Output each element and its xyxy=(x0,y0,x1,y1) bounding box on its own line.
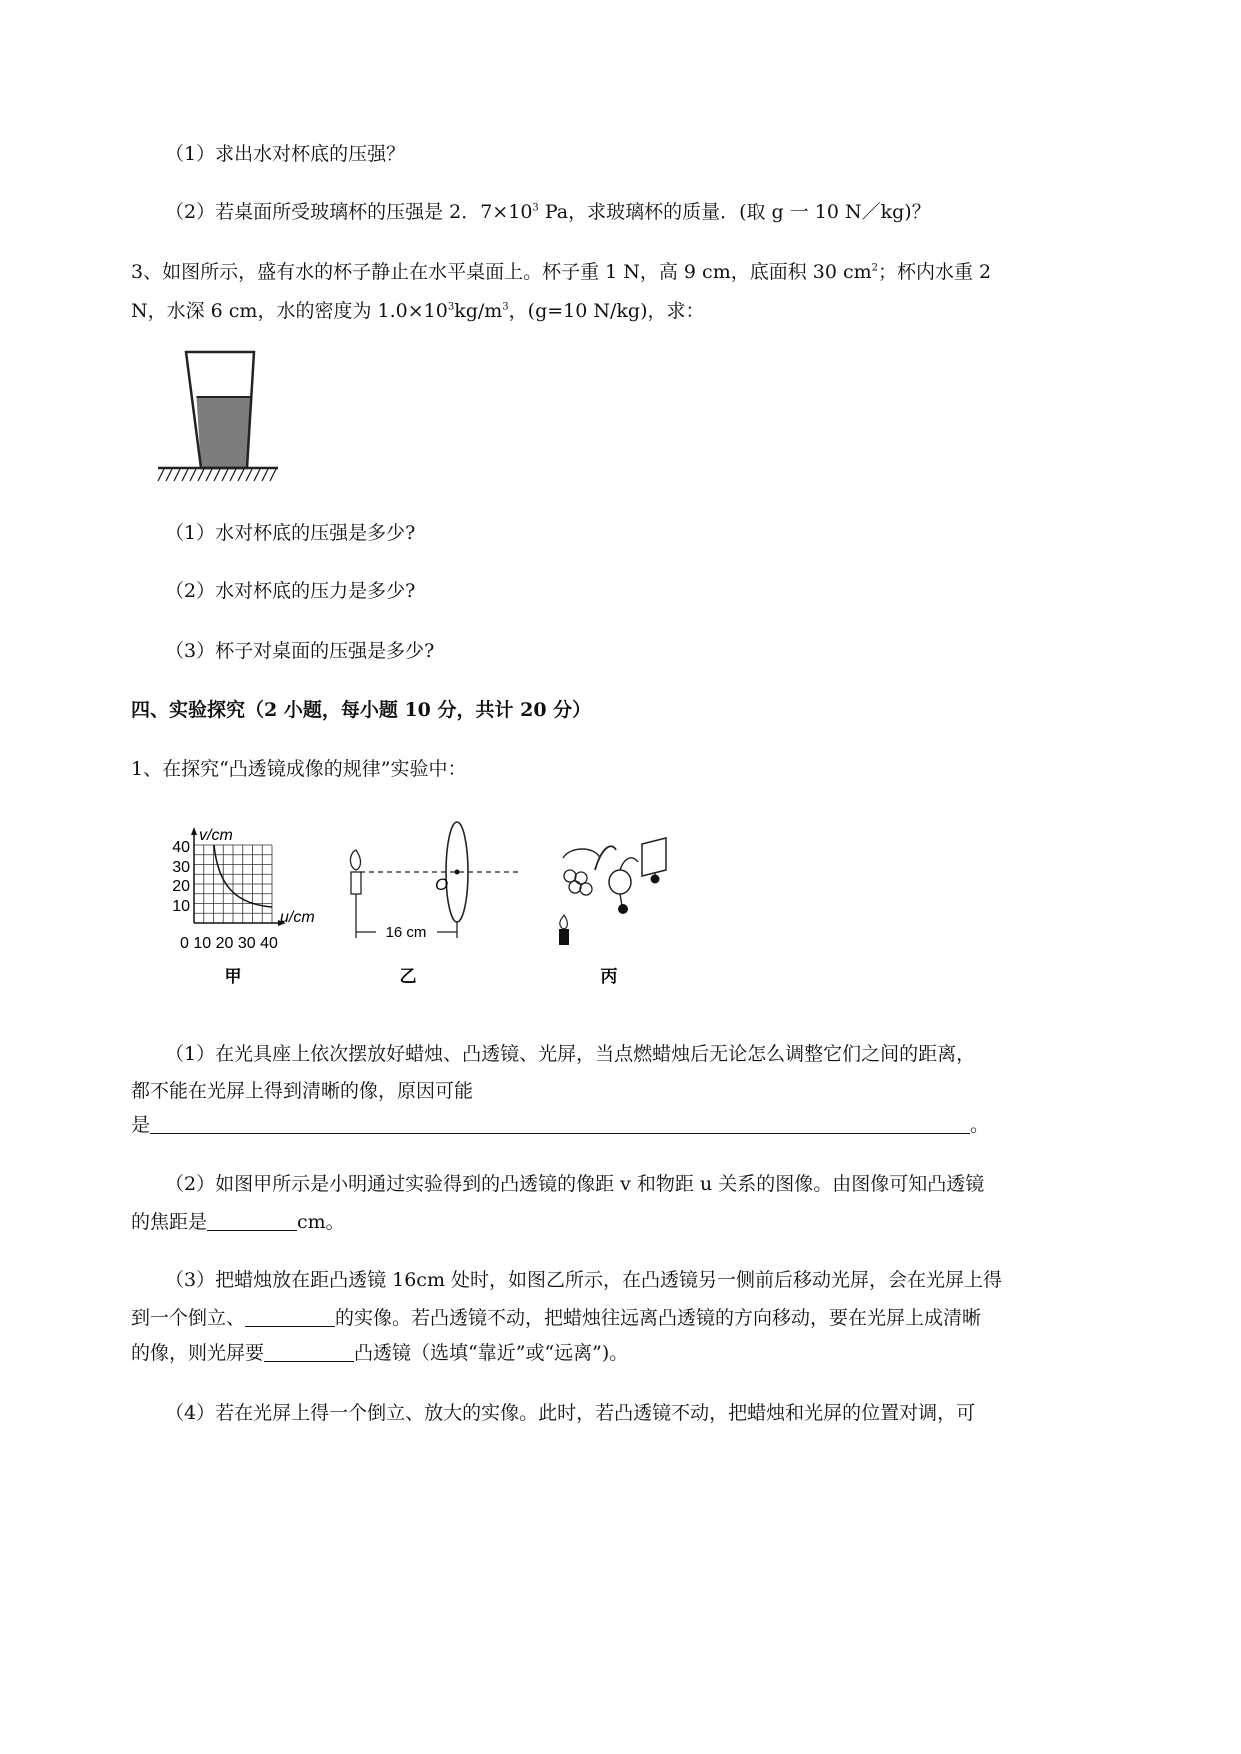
water-fill xyxy=(197,397,253,468)
graph-ytick: 10 xyxy=(172,898,190,915)
table-hatching xyxy=(158,469,276,481)
question-3-line-3: 的像，则光屏要 凸透镜（选填“靠近”或“远离”)。 xyxy=(131,1342,629,1364)
answer-blank-1[interactable] xyxy=(150,1113,970,1134)
question-3-line-2: 到一个倒立、 的实像。若凸透镜不动，把蜡烛往远离凸透镜的方向移动，要在光屏上成清晰 xyxy=(131,1307,982,1329)
graph-ytick: 30 xyxy=(172,859,190,876)
figure-yi-caption: 乙 xyxy=(399,967,417,986)
lens-experiment-figure xyxy=(150,810,740,995)
graph-grid xyxy=(194,845,272,923)
figure-bing-caption: 丙 xyxy=(600,967,618,986)
graph-jia xyxy=(172,827,314,986)
graph-xticks: 0 10 20 30 40 xyxy=(180,935,278,952)
apparatus-candle xyxy=(559,929,569,945)
question-4-line-1: （4）若在光屏上得一个倒立、放大的实像。此时，若凸透镜不动，把蜡烛和光屏的位置对调，可 xyxy=(165,1402,976,1424)
section-4-heading: 四、实验探究（2 小题，每小题 10 分，共计 20 分） xyxy=(131,699,592,721)
question-2-line-1: （2）如图甲所示是小明通过实验得到的凸透镜的像距 v 和物距 u 关系的图像。由图像可知凸透镜 xyxy=(165,1173,985,1195)
water-cup-figure xyxy=(150,350,285,486)
problem-3-question-2: （2）水对杯底的压力是多少? xyxy=(165,580,416,602)
figure-yi xyxy=(350,822,518,986)
graph-caption: 甲 xyxy=(224,967,242,986)
question-2-line-2: 的焦距是 cm。 xyxy=(131,1211,345,1233)
problem-1-intro: 1、在探究“凸透镜成像的规律”实验中： xyxy=(131,758,467,780)
apparatus-lens xyxy=(609,870,631,894)
problem-3-question-1: （1）水对杯底的压强是多少? xyxy=(165,522,416,544)
problem-3-line-1: 3、如图所示，盛有水的杯子静止在水平桌面上。杯子重 1 N，高 9 cm，底面积 30 $cm^2$；杯内水重 2 xyxy=(131,261,992,283)
graph-ytick: 20 xyxy=(172,878,190,895)
question-3-line-1: （3）把蜡烛放在距凸透镜 16cm 处时，如图乙所示，在凸透镜另一侧前后移动光屏，会在光屏上得 xyxy=(165,1269,1003,1291)
answer-blank-3[interactable] xyxy=(245,1306,335,1327)
question-1-line-3: 是 。 xyxy=(131,1114,990,1136)
distance-label: 16 cm xyxy=(385,924,427,941)
apparatus-candle-flame xyxy=(560,915,568,929)
graph-xlabel: u/cm xyxy=(280,909,315,926)
candle-body xyxy=(351,872,361,894)
figure-bing xyxy=(559,838,666,986)
problem-3-line-2: N，水深 6 cm，水的密度为 $1.0\times 10^3kg/m^3$，(g=10 N/kg)，求： xyxy=(131,300,705,322)
lens-center-dot xyxy=(455,870,460,875)
prev-question-2: （2）若桌面所受玻璃杯的压强是 2．$7\times 10^3$ Pa，求玻璃杯的质量．(取 g 一 10 N／kg)？ xyxy=(165,201,931,223)
graph-ytick: 40 xyxy=(172,839,190,856)
candle-flame xyxy=(350,850,360,870)
hand-outline xyxy=(563,849,600,858)
problem-3-question-3: （3）杯子对桌面的压强是多少? xyxy=(165,640,435,662)
graph-ylabel: v/cm xyxy=(199,827,233,844)
answer-blank-2[interactable] xyxy=(207,1210,297,1231)
graph-y-arrow xyxy=(191,827,197,835)
question-1-line-1: （1）在光具座上依次摆放好蜡烛、凸透镜、光屏，当点燃蜡烛后无论怎么调整它们之间的距离， xyxy=(165,1043,976,1065)
question-1-line-2: 都不能在光屏上得到清晰的像，原因可能 xyxy=(131,1080,474,1102)
lens-center-label: O xyxy=(435,875,449,894)
apparatus-screen xyxy=(642,838,666,876)
prev-question-1: （1）求出水对杯底的压强？ xyxy=(165,143,406,165)
answer-blank-4[interactable] xyxy=(264,1341,354,1362)
